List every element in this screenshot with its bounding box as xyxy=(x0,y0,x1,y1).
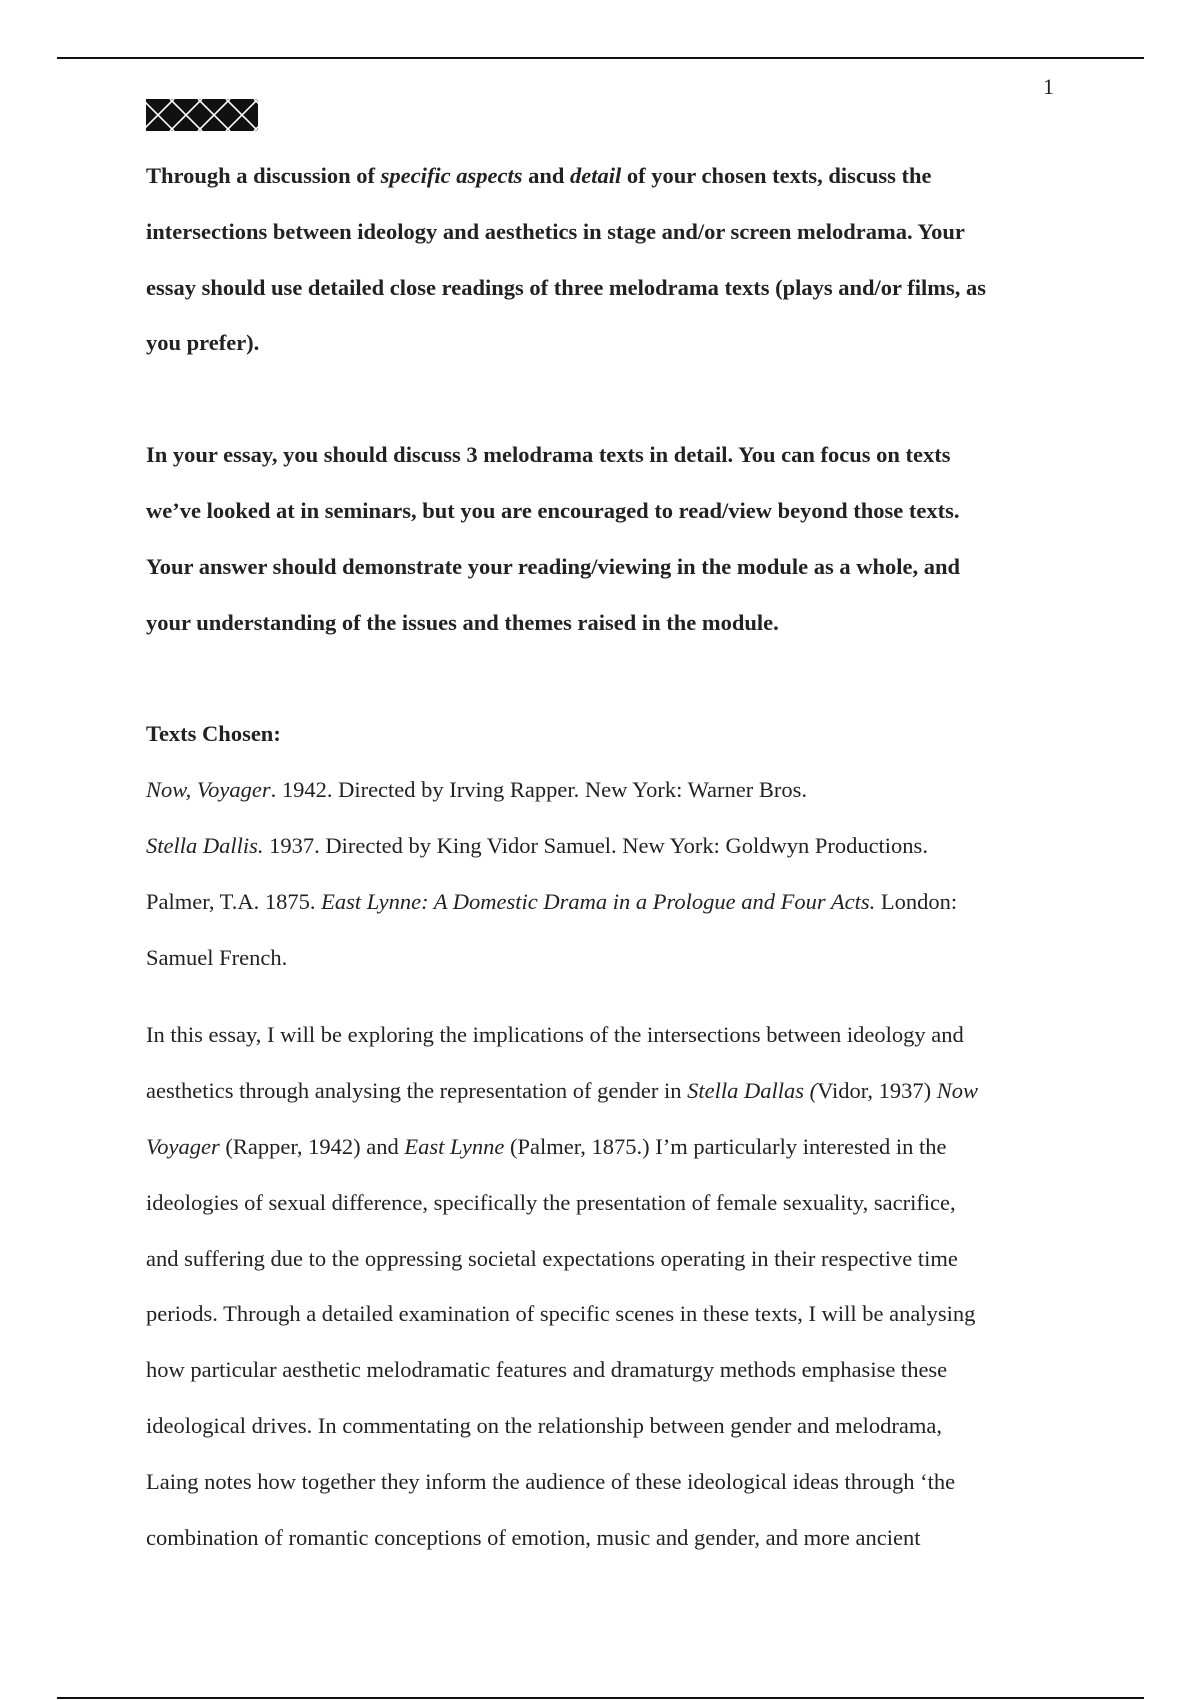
essay-line: In this essay, I will be exploring the implications of the intersections between ideology and xyxy=(146,1022,964,1048)
work-title: East Lynne xyxy=(404,1133,505,1159)
prompt-line xyxy=(146,148,1066,204)
essay-line: periods. Through a detailed examination of specific scenes in these texts, I will be analysing xyxy=(146,1301,976,1327)
work-title: Now, Voyager xyxy=(146,777,271,803)
header-rule xyxy=(57,57,1144,59)
prompt-line: your understanding of the issues and themes raised in the module. xyxy=(146,609,779,635)
bibliography-entry xyxy=(146,818,1066,874)
document-body xyxy=(146,148,1066,1565)
text-span: (Palmer, 1875.) I’m particularly interested in the xyxy=(504,1133,947,1159)
text-span: of your chosen texts, discuss the xyxy=(621,163,932,188)
essay-line: combination of romantic conceptions of emotion, music and gender, and more ancient xyxy=(146,1524,921,1550)
prompt-paragraph-2 xyxy=(146,427,1066,650)
work-title: Stella Dallas ( xyxy=(687,1078,818,1104)
texts-chosen-heading: Texts Chosen: xyxy=(146,721,281,747)
text-span: Vidor, 1937) xyxy=(817,1078,937,1104)
text-span: 1937. Directed by King Vidor Samuel. New York: Goldwyn Productions. xyxy=(263,832,928,858)
prompt-paragraph-1 xyxy=(146,148,1066,371)
essay-line xyxy=(146,1119,1066,1175)
essay-line: ideological drives. In commentating on the relationship between gender and melodrama, xyxy=(146,1412,942,1438)
paragraph-spacer xyxy=(146,985,1066,1007)
prompt-line: Your answer should demonstrate your reading/viewing in the module as a whole, and xyxy=(146,553,961,579)
text-span: and xyxy=(522,163,571,188)
work-title: Now xyxy=(936,1078,978,1104)
prompt-line: essay should use detailed close readings of three melodrama texts (plays and/or films, as xyxy=(146,274,987,300)
paragraph-spacer xyxy=(146,371,1066,427)
prompt-line: In your essay, you should discuss 3 melodrama texts in detail. You can focus on texts xyxy=(146,442,951,468)
prompt-line: we’ve looked at in seminars, but you are encouraged to read/view beyond those texts. xyxy=(146,497,960,523)
work-title: Stella Dallis. xyxy=(146,832,264,858)
footer-rule xyxy=(57,1697,1144,1699)
text-span: Through a discussion of xyxy=(146,163,381,188)
text-span: . 1942. Directed by Irving Rapper. New York: Warner Bros. xyxy=(270,777,808,803)
bibliography-entry xyxy=(146,874,1066,930)
bibliography-entry xyxy=(146,762,1066,818)
essay-line xyxy=(146,1063,1066,1119)
work-title: Voyager xyxy=(146,1133,220,1159)
essay-line: ideologies of sexual difference, specifically the presentation of female sexuality, sacrifice, xyxy=(146,1189,956,1215)
text-span: Palmer, T.A. 1875. xyxy=(146,888,322,914)
prompt-line: intersections between ideology and aesthetics in stage and/or screen melodrama. Your xyxy=(146,218,965,244)
text-span: aesthetics through analysing the representation of gender in xyxy=(146,1078,688,1104)
bibliography-entry-continuation: Samuel French. xyxy=(146,944,288,970)
paragraph-spacer xyxy=(146,650,1066,706)
texts-chosen-section xyxy=(146,706,1066,985)
essay-paragraph xyxy=(146,1007,1066,1565)
essay-line: Laing notes how together they inform the audience of these ideological ideas through ‘the xyxy=(146,1468,956,1494)
prompt-line: you prefer). xyxy=(146,330,260,356)
text-span: (Rapper, 1942) and xyxy=(219,1133,405,1159)
emphasis-span: detail xyxy=(570,163,622,188)
page-number: 1 xyxy=(1043,74,1054,99)
work-title: East Lynne: A Domestic Drama in a Prologue and Four Acts. xyxy=(321,888,876,914)
text-span: London: xyxy=(875,888,958,914)
emphasis-span: specific aspects xyxy=(380,163,523,188)
essay-line: and suffering due to the oppressing societal expectations operating in their respective time xyxy=(146,1245,958,1271)
redacted-name-block xyxy=(146,99,258,131)
crosshatch-pattern-icon xyxy=(146,99,258,131)
essay-line: how particular aesthetic melodramatic features and dramaturgy methods emphasise these xyxy=(146,1357,948,1383)
